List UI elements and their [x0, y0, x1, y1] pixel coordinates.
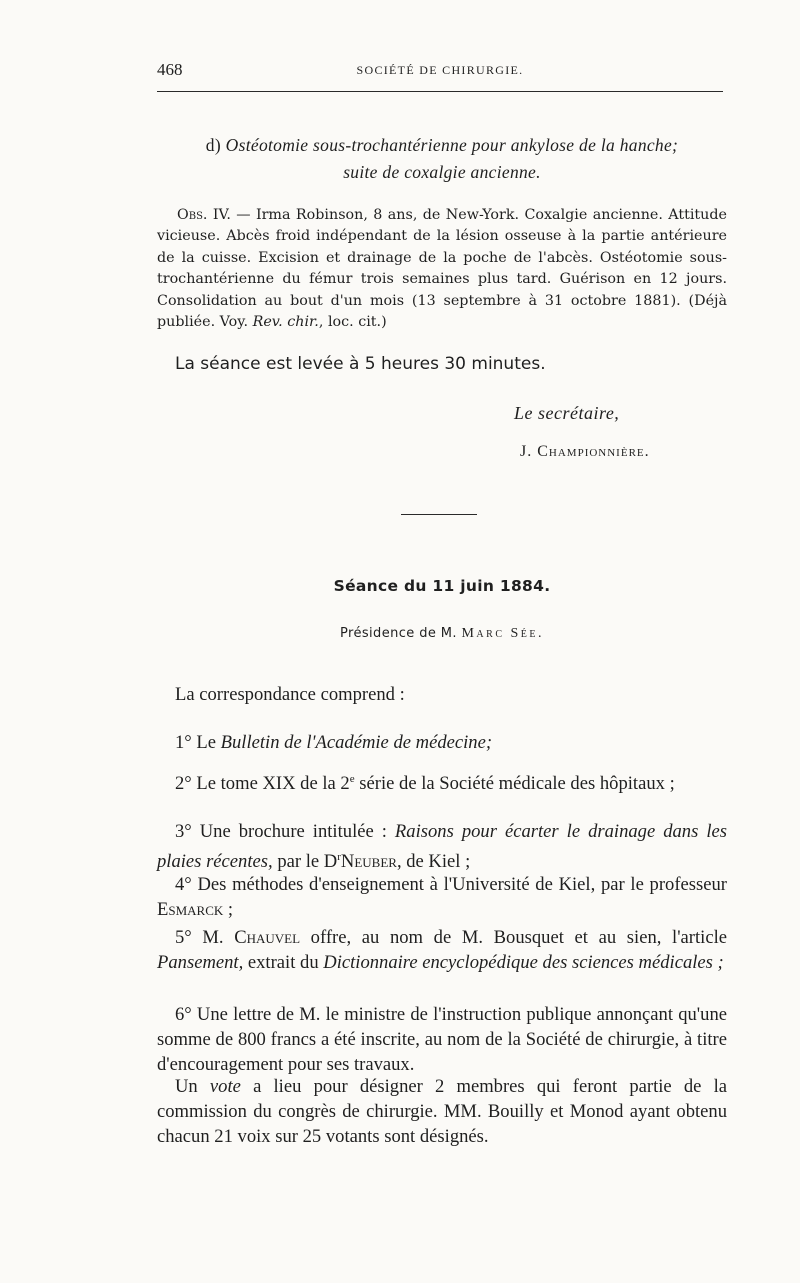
page-header [157, 60, 723, 84]
observation-label: Obs. IV. [177, 207, 231, 223]
item6-text: 6° Une lettre de M. le ministre de l'instruction publique annonçant qu'une somme de 800 francs a été inscrite, au nom de la Société de chirurgie, à titre d'encouragement pour ses travaux. [157, 1004, 727, 1075]
correspondance-item-4 [157, 873, 727, 923]
section-d-title-line2: suite de coxalgie ancienne. [343, 162, 541, 182]
item4-pre: 4° Des méthodes d'enseignement à l'Université de Kiel, par le professeur [175, 874, 727, 895]
section-d-label: d) [205, 135, 221, 155]
item3-pre: 3° Une brochure intitulée : [175, 821, 395, 842]
item1-title: Bulletin de l'Académie de médecine; [220, 732, 493, 753]
observation-paragraph [157, 205, 727, 333]
vote-paragraph [157, 1075, 727, 1149]
item5-name: Chauvel [234, 927, 301, 948]
observation-ref: Rev. chir. [252, 314, 319, 331]
item3-mid: par le D [272, 850, 338, 872]
observation-text: — Irma Robinson, 8 ans, de New-York. Coxalgie ancienne. Attitude vicieuse. Abcès froid indépendant de la lésion osseuse à la partie antérieure de la cuisse. Excision et drainage de la poche de l'abcès. Ostéotomie sous-trochantérienne du fémur trois semaines plus tard. Guérison en 12 jours. Consolidation au bout d'un mois (13 septembre à 31 octobre 1881). (Déjà publiée. Voy. [157, 207, 727, 331]
header-rule [157, 91, 723, 92]
seance-title: Séance du 11 juin 1884. [333, 577, 551, 595]
item4-name: Esmarck [157, 898, 224, 920]
section-d-title-line1: Ostéotomie sous-trochantérienne pour ankylose de la hanche; [225, 135, 679, 155]
item3-name: Neuber [340, 850, 397, 872]
vote-word: vote [209, 1076, 241, 1097]
vote-pre: Un [175, 1076, 210, 1097]
presidence-name: Marc Sée. [461, 626, 544, 641]
running-head: SOCIÉTÉ DE CHIRURGIE. [356, 63, 524, 77]
correspondance-item-3 [157, 820, 727, 875]
item5-mid2: extrait du [243, 951, 324, 973]
section-d-title [157, 132, 727, 186]
correspondance-intro [157, 683, 727, 708]
signature-name [520, 443, 740, 461]
item1-num: 1° Le [175, 732, 221, 753]
presidence-line [157, 626, 727, 642]
signature-initial: J. [520, 443, 538, 460]
item3-sup: r [337, 850, 341, 863]
presidence-prefix: Présidence de M. [340, 626, 462, 641]
signature-surname: Championnière. [537, 443, 650, 460]
item5-article: Pansement, [157, 951, 244, 973]
item3-title: Raisons pour écarter le drainage dans les plaies récentes, [157, 821, 728, 872]
item5-mid: offre, au nom de M. Bousquet et au sien, l'article [300, 927, 727, 948]
section-divider [401, 514, 477, 515]
correspondance-item-5 [157, 926, 727, 976]
page-number: 468 [157, 60, 183, 79]
correspondance-item-1 [157, 731, 727, 756]
item5-pre: 5° M. [175, 927, 235, 948]
signature-title: Le secrétaire, [514, 403, 620, 423]
item4-post: ; [223, 898, 234, 920]
correspondance-intro-text: La correspondance comprend : [175, 684, 405, 705]
correspondance-item-6 [157, 1003, 727, 1077]
item2-sup: e [349, 773, 355, 785]
vote-post: a lieu pour désigner 2 membres qui feront partie de la commission du congrès de chirurgie. MM. Bouilly et Monod ayant obtenu chacun 21 voix sur 25 votants sont désignés. [157, 1076, 728, 1147]
item5-dictionary: Dictionnaire encyclopédique des sciences médicales ; [323, 951, 724, 973]
item2-pre: 2° Le tome XIX de la 2 [175, 773, 350, 795]
item3-post: , de Kiel ; [396, 850, 471, 872]
observation-ref-end: , loc. cit.) [318, 314, 387, 331]
item2-post: série de la Société médicale des hôpitaux ; [354, 773, 675, 795]
correspondance-item-2 [157, 767, 727, 797]
closing-statement: La séance est levée à 5 heures 30 minutes. [175, 354, 546, 374]
